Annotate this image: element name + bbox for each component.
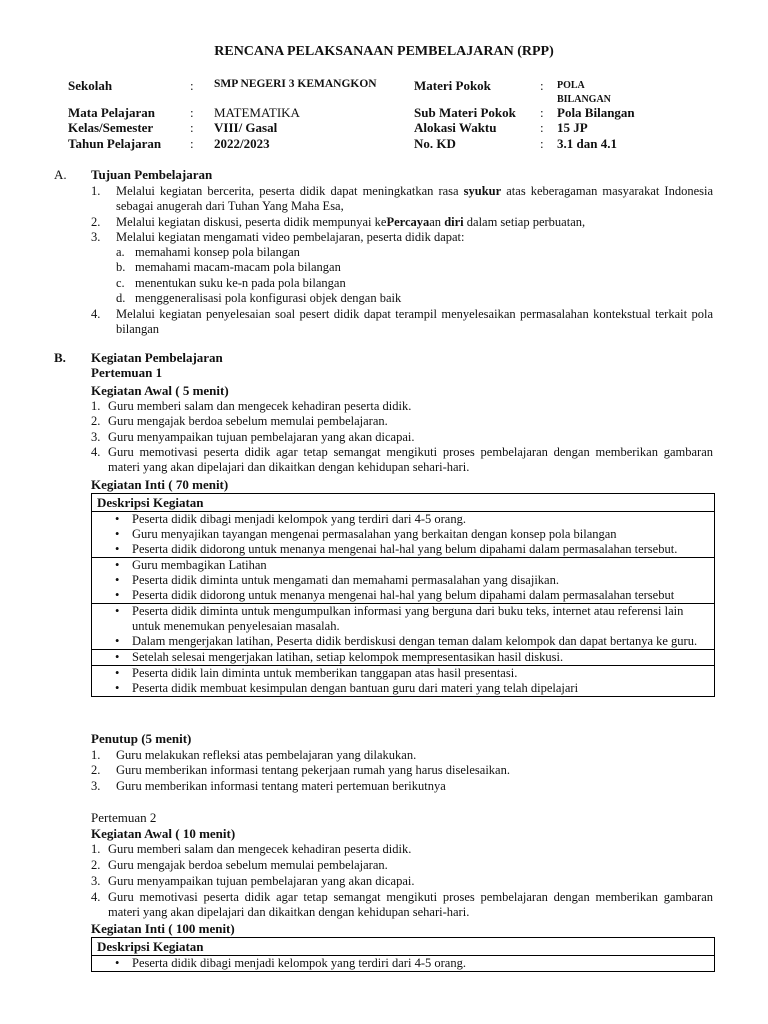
opening-step: Guru menyampaikan tujuan pembelajaran yang akan dicapai.: [108, 430, 415, 444]
info-value-line1: POLA: [557, 80, 585, 91]
bullet-item: • Guru menyajikan tayangan mengenai permasalahan yang berkaitan dengan konsep pola bilangan: [92, 527, 714, 542]
closing-step: Guru memberikan informasi tentang materi pertemuan berikutnya: [116, 779, 446, 793]
info-value: 15 JP: [557, 120, 588, 135]
bullet-item: • Peserta didik diminta untuk mengumpulkan informasi yang berguna dari buku teks, internet atau referensi lain untuk menemukan penyelesaian masalah.: [92, 604, 714, 634]
bullet-item: • Peserta didik dibagi menjadi kelompok yang terdiri dari 4-5 orang.: [92, 956, 714, 971]
list-number: 3.: [91, 779, 101, 793]
info-label: No. KD: [414, 136, 456, 151]
text: an: [429, 215, 445, 229]
activity-group: [92, 665, 714, 696]
list-number: 4.: [91, 445, 101, 459]
bullet-item: • Peserta didik didorong untuk menanya mengenai hal-hal yang belum dipahami dalam permasalahan tersebut: [92, 588, 714, 603]
info-value: Pola Bilangan: [557, 105, 635, 120]
opening-step: Guru mengajak berdoa sebelum memulai pembelajaran.: [108, 414, 388, 428]
list-number: 1.: [91, 184, 101, 198]
opening-step: Guru memberi salam dan mengecek kehadiran peserta didik.: [108, 842, 412, 856]
info-value: VIII/ Gasal: [214, 120, 278, 135]
info-value: 3.1 dan 4.1: [557, 136, 617, 151]
info-colon: :: [540, 120, 544, 135]
meeting-2-core-title: Kegiatan Inti ( 100 menit): [91, 921, 235, 936]
activity-group: [92, 557, 714, 603]
bullet-item: • Peserta didik dibagi menjadi kelompok yang terdiri dari 4-5 orang.: [92, 512, 714, 527]
activity-group: [92, 955, 714, 971]
info-label: Alokasi Waktu: [414, 120, 497, 135]
info-colon: :: [190, 78, 194, 93]
bullet-item: • Peserta didik diminta untuk mengamati dan memahami permasalahan yang disajikan.: [92, 573, 714, 588]
info-label: Sub Materi Pokok: [414, 105, 516, 120]
list-number: 2.: [91, 215, 101, 229]
info-colon: :: [190, 136, 194, 151]
table-header: Deskripsi Kegiatan: [97, 495, 204, 510]
text: Melalui kegiatan diskusi, peserta didik mempunyai ke: [116, 215, 387, 229]
info-label: Mata Pelajaran: [68, 105, 156, 120]
meeting-1-closing-title: Penutup (5 menit): [91, 731, 192, 746]
info-colon: :: [190, 105, 194, 120]
opening-step: Guru memotivasi peserta didik agar tetap semangat mengikuti proses pembelajaran dengan memberikan gambaran materi yang akan dipelajari dan dikaitkan dengan kehidupan sehari-hari.: [108, 445, 713, 474]
sub-letter: a.: [116, 245, 125, 259]
meeting-1-opening-title: Kegiatan Awal ( 5 menit): [91, 383, 229, 398]
list-number: 2.: [91, 858, 101, 872]
list-number: 2.: [91, 414, 101, 428]
opening-step: Guru menyampaikan tujuan pembelajaran yang akan dicapai.: [108, 874, 415, 888]
info-label: Sekolah: [68, 78, 113, 93]
bold-text: diri: [444, 215, 464, 229]
bullet-item: • Dalam mengerjakan latihan, Peserta didik berdiskusi dengan teman dalam kelompok dan dapat bertanya ke guru.: [92, 634, 714, 649]
list-number: 1.: [91, 748, 101, 762]
info-value: MATEMATIKA: [214, 105, 300, 120]
bullet-item: • Peserta didik membuat kesimpulan dengan bantuan guru dari materi yang telah dipelajari: [92, 681, 714, 696]
section-b-letter: B.: [54, 350, 66, 365]
text: Melalui kegiatan bercerita, peserta didik dapat meningkatkan rasa: [116, 184, 464, 198]
section-a-letter: A.: [54, 167, 67, 182]
objective-4: Melalui kegiatan penyelesaian soal pesert didik dapat terampil menyelesaikan permasalahan kontekstual terkait pola bilangan: [116, 307, 713, 336]
sub-letter: d.: [116, 291, 126, 305]
list-number: 3.: [91, 430, 101, 444]
section-b-title: Kegiatan Pembelajaran: [91, 350, 223, 365]
activity-group: [92, 649, 714, 665]
sub-item: memahami konsep pola bilangan: [135, 245, 300, 259]
meeting-1-label: Pertemuan 1: [91, 365, 163, 380]
sub-item: memahami macam-macam pola bilangan: [135, 260, 341, 274]
list-number: 1.: [91, 842, 101, 856]
info-colon: :: [190, 120, 194, 135]
activity-table-2: [91, 937, 715, 972]
page-title: RENCANA PELAKSANAAN PEMBELAJARAN (RPP): [214, 44, 554, 59]
objective-1: [116, 184, 713, 214]
info-colon: :: [540, 136, 544, 151]
info-colon: :: [540, 78, 544, 93]
meeting-2-opening-title: Kegiatan Awal ( 10 menit): [91, 826, 236, 841]
table-header: Deskripsi Kegiatan: [97, 939, 204, 954]
info-label: Materi Pokok: [414, 78, 491, 93]
activity-group: [92, 603, 714, 649]
info-value-line2: BILANGAN: [557, 94, 611, 105]
bold-text: syukur: [463, 184, 502, 198]
bullet-item: • Guru membagikan Latihan: [92, 558, 714, 573]
activity-group: [92, 511, 714, 557]
list-number: 3.: [91, 874, 101, 888]
meeting-1-core-title: Kegiatan Inti ( 70 menit): [91, 477, 229, 492]
bold-text: Percaya: [386, 215, 430, 229]
info-value: SMP NEGERI 3 KEMANGKON: [214, 78, 377, 90]
info-value: 2022/2023: [214, 136, 270, 151]
info-colon: :: [540, 105, 544, 120]
bullet-item: • Peserta didik didorong untuk menanya mengenai hal-hal yang belum dipahami dalam permasalahan tersebut.: [92, 542, 714, 557]
opening-step: Guru memberi salam dan mengecek kehadiran peserta didik.: [108, 399, 412, 413]
sub-letter: b.: [116, 260, 126, 274]
objective-3: Melalui kegiatan mengamati video pembelajaran, peserta didik dapat:: [116, 230, 465, 244]
activity-table-1: [91, 493, 715, 697]
sub-letter: c.: [116, 276, 125, 290]
text: atas keberagaman masyarakat Indonesia sebagai anugerah dari Tuhan Yang Maha Esa,: [116, 184, 714, 213]
text: dalam setiap perbuatan,: [463, 215, 586, 229]
list-number: 4.: [91, 890, 101, 904]
list-number: 4.: [91, 307, 101, 321]
bullet-item: • Peserta didik lain diminta untuk memberikan tanggapan atas hasil presentasi.: [92, 666, 714, 681]
closing-step: Guru melakukan refleksi atas pembelajaran yang dilakukan.: [116, 748, 417, 762]
closing-step: Guru memberikan informasi tentang pekerjaan rumah yang harus diselesaikan.: [116, 763, 510, 777]
section-a-title: Tujuan Pembelajaran: [91, 167, 213, 182]
list-number: 2.: [91, 763, 101, 777]
bullet-item: • Setelah selesai mengerjakan latihan, setiap kelompok mempresentasikan hasil diskusi.: [92, 650, 714, 665]
info-label: Kelas/Semester: [68, 120, 154, 135]
info-label: Tahun Pelajaran: [68, 136, 162, 151]
list-number: 3.: [91, 230, 101, 244]
opening-step: Guru mengajak berdoa sebelum memulai pembelajaran.: [108, 858, 388, 872]
sub-item: menentukan suku ke-n pada pola bilangan: [135, 276, 346, 290]
opening-step: Guru memotivasi peserta didik agar tetap semangat mengikuti proses pembelajaran dengan memberikan gambaran materi yang akan dipelajari dan dikaitkan dengan kehidupan sehari-hari.: [108, 890, 713, 919]
meeting-2-label: Pertemuan 2: [91, 810, 157, 825]
sub-item: menggeneralisasi pola konfigurasi objek dengan baik: [135, 291, 402, 305]
objective-2: [116, 215, 585, 230]
list-number: 1.: [91, 399, 101, 413]
